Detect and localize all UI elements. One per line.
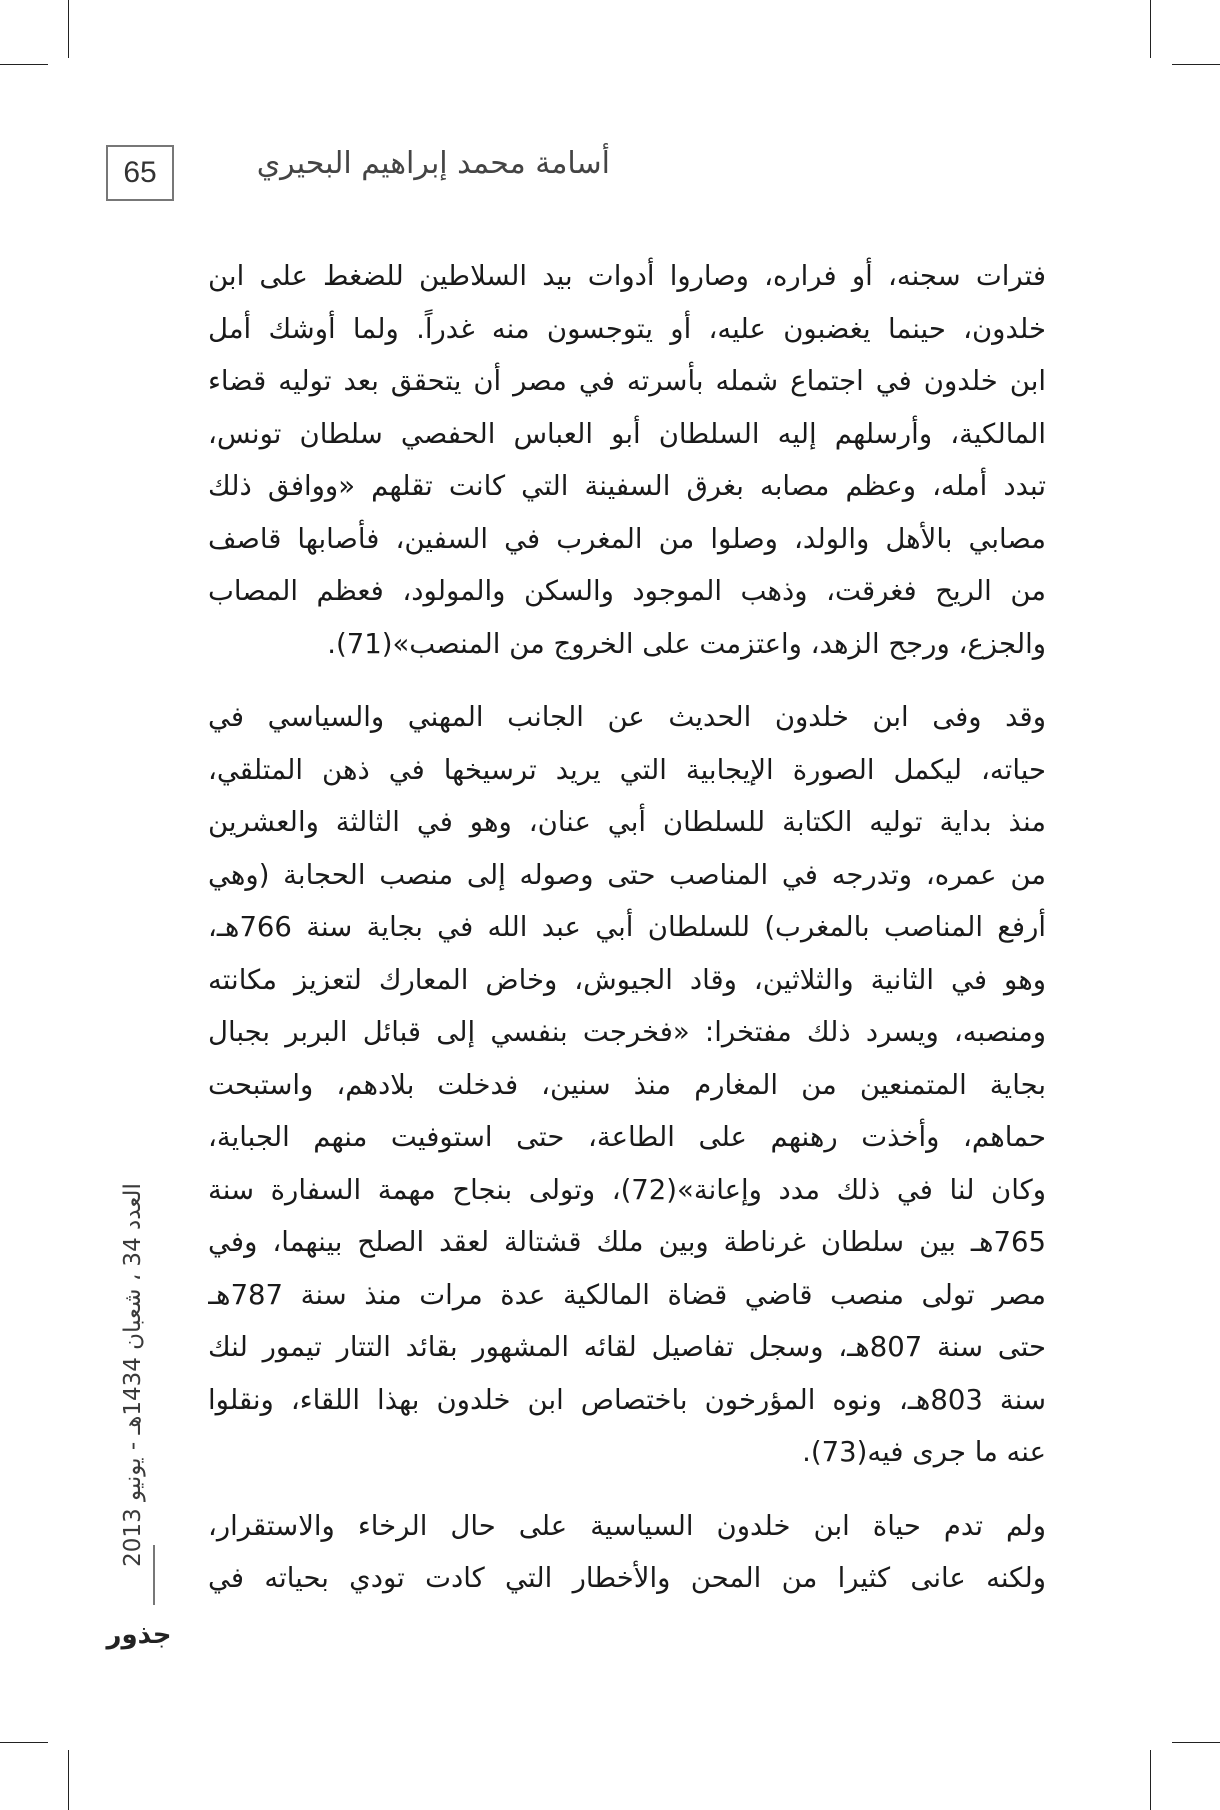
journal-logo: جذور [106, 1620, 172, 1650]
text-line: أرفع المناصب بالمغرب) للسلطان أبي عبد الله في بجاية سنة 766هـ، [208, 911, 1046, 943]
crop-mark [1150, 0, 1151, 58]
page-number: 65 [106, 145, 174, 201]
paragraph-3 [208, 1500, 1046, 1605]
text-line: سنة 803هـ، ونوه المؤرخون باختصاص ابن خلدون بهذا اللقاء، ونقلوا [208, 1383, 1046, 1416]
text-line: من عمره، وتدرجه في المناصب حتى وصوله إلى منصب الحجابة (وهي [208, 858, 1046, 891]
text-line: عنه ما جرى فيه(73). [802, 1436, 1046, 1468]
crop-mark [1150, 1750, 1151, 1810]
crop-mark [68, 1750, 69, 1810]
paragraph-2 [208, 691, 1046, 1479]
body-text [208, 250, 1046, 1626]
text-line: بجاية المتمنعين من المغارم منذ سنين، فدخلت بلادهم، واستبحت [208, 1068, 1046, 1101]
text-line: وكان لنا في ذلك مدد وإعانة»(72)، وتولى بنجاح مهمة السفارة سنة [208, 1173, 1046, 1206]
text-line: من الريح فغرقت، وذهب الموجود والسكن والمولود، فعظم المصاب [208, 575, 1046, 607]
crop-mark [0, 64, 48, 65]
text-line: والجزع، ورجح الزهد، واعتزمت على الخروج من المنصب»(71). [327, 627, 1046, 660]
text-line: وقد وفى ابن خلدون الحديث عن الجانب المهني والسياسي في [208, 701, 1046, 733]
issue-info: العدد 34 ، شعبان 1434هـ - يونيو 2013 [120, 1183, 146, 1567]
text-line: فترات سجنه، أو فراره، وصاروا أدوات بيد السلاطين للضغط على ابن [208, 260, 1046, 292]
running-header-author: أسامة محمد إبراهيم البحيري [256, 146, 610, 181]
crop-mark [68, 0, 69, 58]
text-line: تبدد أمله، وعظم مصابه بغرق السفينة التي كانت تقلهم «ووافق ذلك [208, 470, 1046, 502]
text-line: حياته، ليكمل الصورة الإيجابية التي يريد ترسيخها في ذهن المتلقي، [208, 753, 1046, 786]
text-line: وهو في الثانية والثلاثين، وقاد الجيوش، وخاض المعارك لتعزيز مكانته [208, 963, 1046, 996]
text-line: ولم تدم حياة ابن خلدون السياسية على حال الرخاء والاستقرار، [208, 1509, 1046, 1542]
text-line: ولكنه عانى كثيرا من المحن والأخطار التي كادت تودي بحياته في [208, 1562, 1046, 1594]
crop-mark [1172, 64, 1220, 65]
crop-mark [0, 1742, 48, 1743]
text-line: حماهم، وأخذت رهنهم على الطاعة، حتى استوفيت منهم الجباية، [208, 1121, 1046, 1153]
text-line: ومنصبه، ويسرد ذلك مفتخرا: «فخرجت بنفسي إلى قبائل البربر بجبال [208, 1016, 1046, 1048]
text-line: مصابي بالأهل والولد، وصلوا من المغرب في السفين، فأصابها قاصف [208, 522, 1046, 555]
text-line: مصر تولى منصب قاضي قضاة المالكية عدة مرات منذ سنة 787هـ [208, 1278, 1046, 1311]
text-line: 765هـ بين سلطان غرناطة وبين ملك قشتالة لعقد الصلح بينهما، وفي [208, 1226, 1046, 1258]
text-line: المالكية، وأرسلهم إليه السلطان أبو العباس الحفصي سلطان تونس، [208, 417, 1046, 450]
paragraph-1 [208, 250, 1046, 670]
sidebar-divider [153, 1545, 155, 1605]
text-line: منذ بداية توليه الكتابة للسلطان أبي عنان، وهو في الثالثة والعشرين [208, 806, 1046, 838]
text-line: حتى سنة 807هـ، وسجل تفاصيل لقائه المشهور بقائد التتار تيمور لنك [208, 1331, 1046, 1363]
text-line: ابن خلدون في اجتماع شمله بأسرته في مصر أن يتحقق بعد توليه قضاء [208, 365, 1046, 397]
text-line: خلدون، حينما يغضبون عليه، أو يتوجسون منه غدراً. ولما أوشك أمل [208, 312, 1046, 345]
issue-info-sidebar [112, 1145, 154, 1605]
crop-mark [1172, 1742, 1220, 1743]
